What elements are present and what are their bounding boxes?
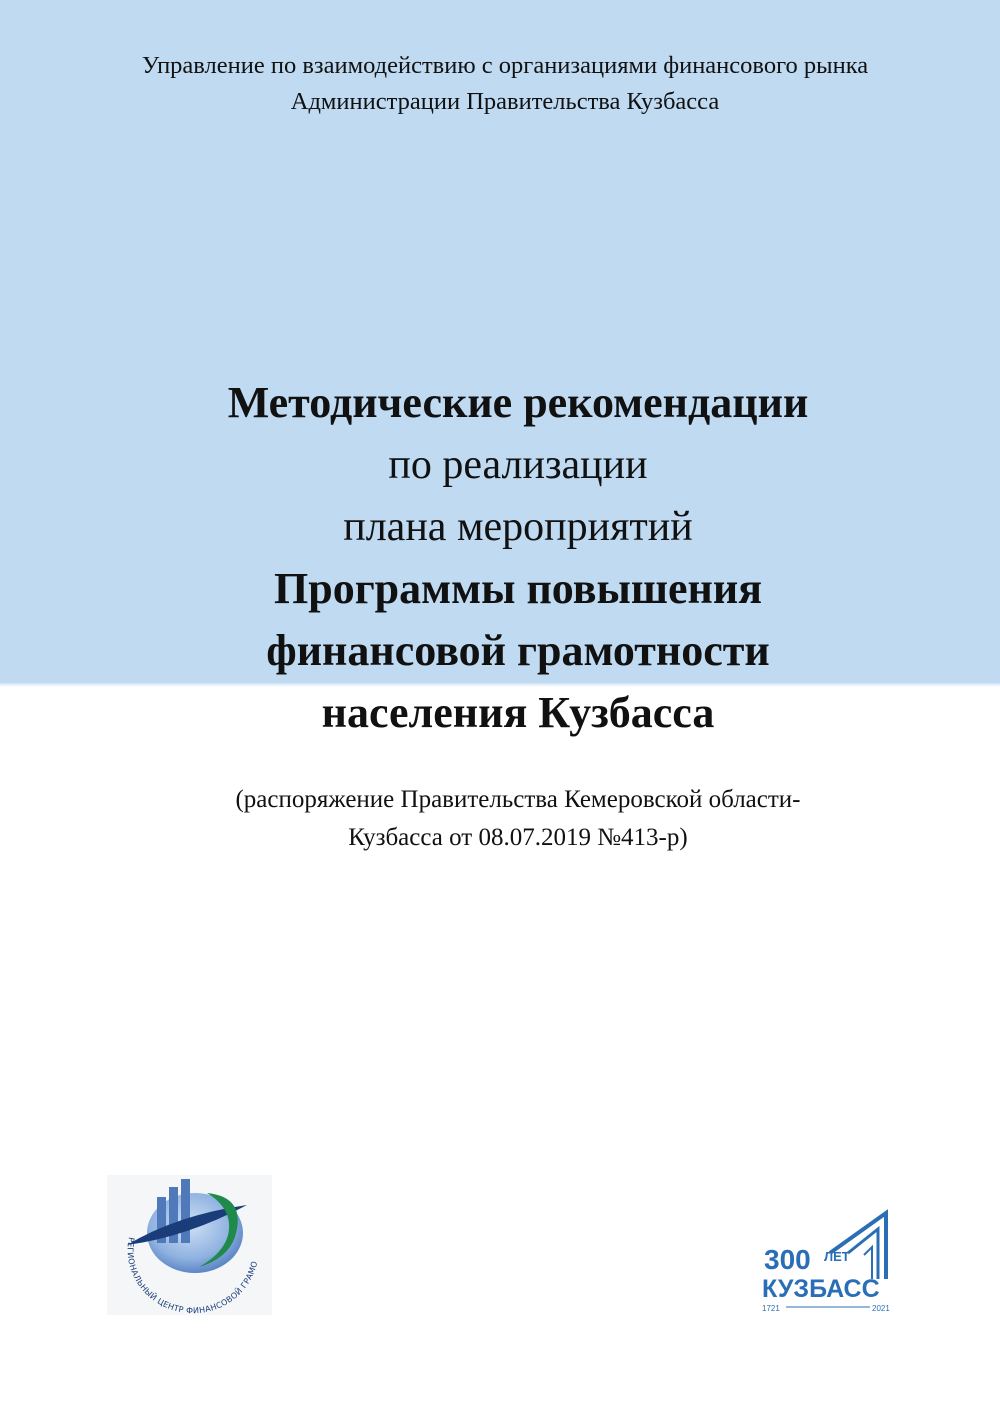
title-line-1: Методические рекомендации	[227, 378, 809, 427]
logo-year-end: 2021	[872, 1304, 890, 1313]
logo-arc-text: РЕГИОНАЛЬНЫЙ ЦЕНТР ФИНАНСОВОЙ ГРАМО	[125, 1236, 260, 1315]
regional-center-emblem-icon	[107, 1175, 272, 1315]
logo-year-start: 1721	[762, 1304, 780, 1313]
decree-line-1: (распоряжение Правительства Кемеровской области-	[235, 786, 801, 813]
regional-center-logo	[107, 1175, 272, 1315]
kuzbass-300-emblem-icon	[752, 1205, 902, 1317]
title-line-2: по реализации	[388, 442, 648, 488]
title-line-4: Программы повышения	[274, 564, 762, 613]
logo-word: ЛЕТ	[824, 1249, 850, 1264]
title-line-6: населения Кузбасса	[321, 688, 715, 737]
document-title	[18, 372, 1000, 744]
organization-line-1: Управление по взаимодействию с организациями финансового рынка	[141, 52, 869, 79]
decree-line-2: Кузбасса от 08.07.2019 №413-р)	[348, 824, 688, 851]
kuzbass-300-logo	[752, 1205, 902, 1317]
logo-number: 300	[764, 1244, 811, 1275]
title-line-3: плана мероприятий	[343, 504, 693, 550]
title-line-5: финансовой грамотности	[266, 626, 770, 675]
organization-header	[0, 48, 1000, 120]
logo-name: КУЗБАСС	[762, 1275, 880, 1303]
organization-line-2: Администрации Правительства Кузбасса	[290, 88, 720, 115]
decree-reference	[18, 781, 1000, 857]
